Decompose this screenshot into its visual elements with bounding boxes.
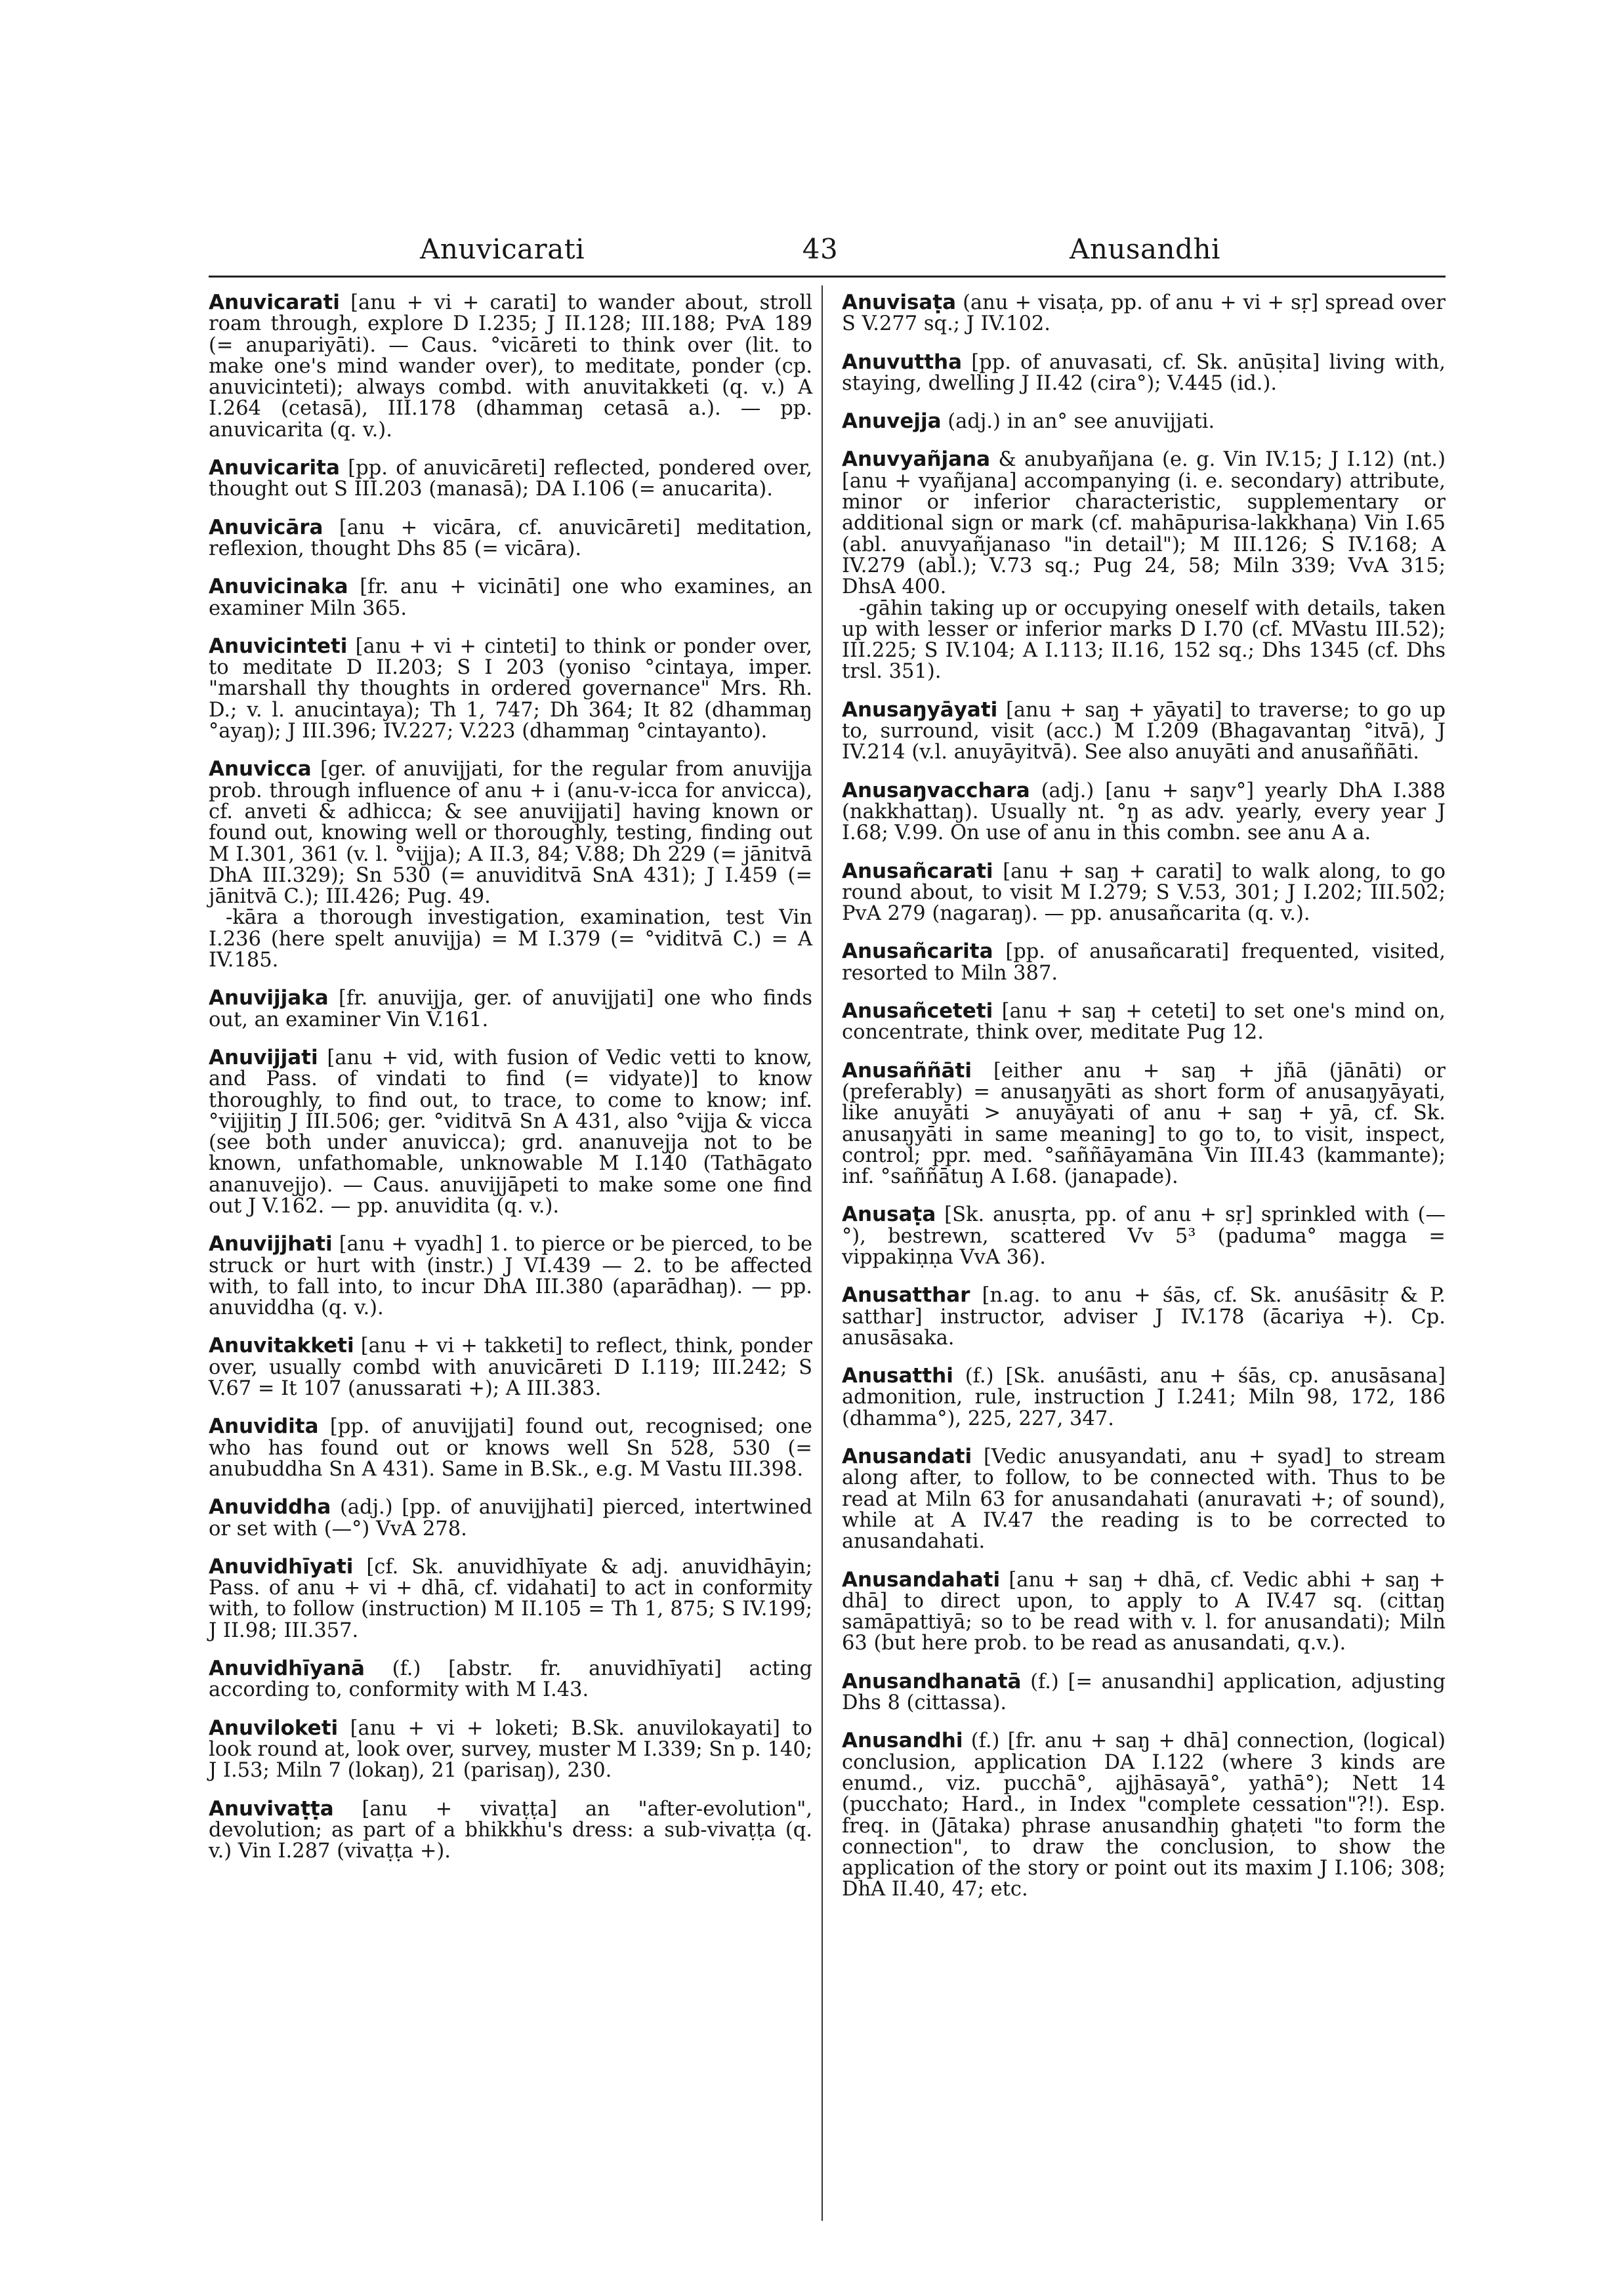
entry-headword: Anuvidita <box>209 1415 319 1439</box>
entry-headword: Anusandahati <box>842 1567 1001 1592</box>
entry-headword: Anusañcarati <box>842 859 993 883</box>
dictionary-entry <box>209 1556 812 1642</box>
entry-text: [anu + vi + takketi] to reflect, think, ponder over, usually combd with anuvicāreti D I.119; III.242; S V.67 = It 107 (anussarati +); A III.383. <box>209 1334 812 1401</box>
entry-headword: Anuvicca <box>209 757 312 781</box>
entry-text: (f.) [fr. anu + saŋ + dhā] connection, (logical) conclusion, application DA I.122 (where 3 kinds are enumd., viz. pucchā°, ajjhāsayā°, yathā°); Nett 14 (pucchato; Hard., in Index "complete cessation"?!). Esp. freq. in (Jātaka) phrase anusandhiŋ ghaṭeti "to form the connection", to draw the conclusion, to show the application of the story or point out its maxim J I.106; 308; DhA II.40, 47; etc. <box>842 1729 1446 1901</box>
entry-headword: Anuvijjhati <box>209 1232 333 1256</box>
entry-text: [Sk. anusṛta, pp. of anu + sṛ] sprinkled with (—°), bestrewn, scattered Vv 5³ (paduma° magga = vippakiṇṇa VvA 36). <box>842 1203 1446 1269</box>
dictionary-entry <box>209 1718 812 1782</box>
entry-headword: Anuvijjaka <box>209 986 329 1010</box>
entry-headword: Anuvitakketi <box>209 1334 354 1358</box>
entry-text: [pp. of anuvasati, cf. Sk. anūṣita] living with, staying, dwelling J II.42 (cira°); V.445 (id.). <box>842 350 1446 395</box>
dictionary-entry <box>842 411 1446 432</box>
entry-headword: Anuvisaṭa <box>842 291 957 314</box>
entry-text: [anu + saŋ + ceteti] to set one's mind on, concentrate, think over, meditate Pug 12. <box>842 1000 1446 1044</box>
entry-headword: Anusandhanatā <box>842 1669 1022 1693</box>
entry-text: [anu + vyadh] 1. to pierce or be pierced, to be struck or hurt with (instr.) J VI.439 — 2. to be affected with, to fall into, to incur DhA III.380 (aparādhaŋ). — pp. anuviddha (q. v.). <box>209 1233 812 1320</box>
entry-text: [anu + vi + loketi; B.Sk. anuvilokayati] to look round at, look over, survey, muster M I.339; Sn p. 140; J I.53; Miln 7 (lokaŋ), 21 (parisaŋ), 230. <box>209 1716 812 1783</box>
entry-headword: Anuvicinteti <box>209 634 348 658</box>
dictionary-entry <box>842 292 1446 335</box>
dictionary-entry <box>842 1001 1446 1044</box>
entry-headword: Anuvejja <box>842 409 942 434</box>
entry-text: [cf. Sk. anuvidhīyate & adj. anuvidhāyin; Pass. of anu + vi + dhā, cf. vidahati] to act in conformity with, to follow (instruction) M II.105 = Th 1, 875; S IV.199; J II.98; III.357. <box>209 1555 812 1642</box>
entry-headword: Anuviddha <box>209 1495 331 1520</box>
entry-headword: Anuvivaṭṭa <box>209 1796 334 1821</box>
entry-text: (adj.) in an° see anuvijjati. <box>941 410 1215 434</box>
dictionary-entry <box>842 1730 1446 1900</box>
entry-text: (adj.) [anu + saŋv°] yearly DhA I.388 (nakkhattaŋ). Usually nt. °ŋ as adv. yearly, every year J I.68; V.99. On use of anu in this combn. see anu A a. <box>842 779 1446 845</box>
dictionary-entry <box>842 699 1446 764</box>
dictionary-entry <box>209 1335 812 1399</box>
dictionary-entry <box>209 457 812 501</box>
entry-text: [Vedic anusyandati, anu + syad] to stream along after, to follow, to be connected with. Thus to be read at Miln 63 for anusandahati (anuravati +; of sound), while at A IV.47 the reading is to be corrected to anusandahati. <box>842 1445 1446 1554</box>
dictionary-entry <box>209 576 812 619</box>
entry-text: [n.ag. to anu + śās, cf. Sk. anuśāsitṛ & P. satthar] instructor, adviser J IV.178 (ācariya +). Cp. anusāsaka. <box>842 1284 1446 1350</box>
entry-text: [pp. of anusañcarati] frequented, visited, resorted to Miln 387. <box>842 940 1446 985</box>
entry-text: [fr. anuvijja, ger. of anuvijjati] one who finds out, an examiner Vin V.161. <box>209 987 812 1031</box>
entry-headword: Anuvicarati <box>209 291 340 314</box>
entry-text: [anu + vicāra, cf. anuvicāreti] meditation, reflexion, thought Dhs 85 (= vicāra). <box>209 516 812 560</box>
entry-headword: Anusatthar <box>842 1283 970 1308</box>
dictionary-entry <box>842 1285 1446 1349</box>
entry-text: (f.) [= anusandhi] application, adjusting Dhs 8 (cittassa). <box>842 1670 1446 1715</box>
running-head-left: Anuvicarati <box>420 233 585 265</box>
entry-headword: Anuvicāra <box>209 515 323 539</box>
entry-text: [anu + saŋ + dhā, cf. Vedic abhi + saŋ + dhā] to direct upon, to apply to A IV.47 sq. (cittaŋ samāpattiyā; so to be read with v. l. for anusandati); Miln 63 (but here prob. to be read as anusandati, q.v.). <box>842 1568 1446 1655</box>
entry-headword: Anuvidhīyati <box>209 1554 354 1579</box>
entry-text: [fr. anu + vicināti] one who examines, an examiner Miln 365. <box>209 575 812 620</box>
dictionary-entry <box>209 1416 812 1480</box>
entry-text: [pp. of anuvicāreti] reflected, pondered over, thought out S III.203 (manasā); DA I.106 (= anucarita). <box>209 457 812 501</box>
entry-headword: Anuvicinaka <box>209 575 348 599</box>
entry-headword: Anusaṭa <box>842 1203 936 1227</box>
left-column <box>209 292 812 1878</box>
running-head-right: Anusandhi <box>1070 233 1220 265</box>
entry-headword: Anuvuttha <box>842 350 963 374</box>
entry-text: [anu + vi + carati] to wander about, stroll roam through, explore D I.235; J II.128; III.188; PvA 189 (= anupariyāti). — Caus. °vicāreti to think over (lit. to make one's mind wander over), to meditate, ponder (cp. anuvicinteti); always combd. with anuvitakketi (q. v.) A I.264 (cetasā), III.178 (dhammaŋ cetasā a.). — pp. anuvicarita (q. v.). <box>209 291 812 442</box>
entry-headword: Anusaŋyāyati <box>842 697 998 722</box>
dictionary-entry <box>209 1233 812 1319</box>
entry-headword: Anusaŋvacchara <box>842 778 1030 802</box>
entry-text: [pp. of anuvijjati] found out, recognised; one who has found out or knows well Sn 528, 530 (= anubuddha Sn A 431). Same in B.Sk., e.g. M Vastu III.398. <box>209 1415 812 1481</box>
dictionary-entry <box>842 1671 1446 1714</box>
entry-text: & anubyañjana (e. g. Vin IV.15; J I.12) (nt.) [anu + vyañjana] accompanying (i. e. secondary) attribute, minor or inferior characteristic, supplementary or additional sign or mark (cf. mahāpurisa-lakkhaṇa) Vin I.65 (abl. anuvyañjanaso "in detail"); M III.126; S IV.168; A IV.279 (abl.); V.73 sq.; Pug 24, 58; Miln 339; VvA 315; DhsA 400. <box>842 448 1446 599</box>
entry-headword: Anuvicarita <box>209 456 340 480</box>
right-column <box>842 292 1446 1917</box>
entry-headword: Anuvidhīyanā <box>209 1657 365 1681</box>
entry-text: [either anu + saŋ + jñā (jānāti) or (preferably) = anusaŋyāti as short form of anusaŋyāyati, like anuyāti > anuyāyati of anu + saŋ + yā, cf. Sk. anusaŋyāti in same meaning] to go to, to visit, inspect, control; ppr. med. °saññāyamāna Vin III.43 (kammante); inf. °saññātuŋ A I.68. (janapade). <box>842 1059 1446 1189</box>
entry-headword: Anusañceteti <box>842 999 993 1023</box>
entry-headword: Anuvyañjana <box>842 447 991 472</box>
entry-text: (f.) [abstr. fr. anuvidhīyati] acting according to, conformity with M I.43. <box>209 1657 812 1702</box>
entry-text: [anu + vivaṭṭa] an "after-evolution", devolution; as part of a bhikkhu's dress: a sub-vivaṭṭa (q. v.) Vin I.287 (vivaṭṭa +). <box>209 1797 812 1863</box>
entry-text: [anu + vi + cinteti] to think or ponder over, to meditate D II.203; S I 203 (yoniso °cintaya, imper. "marshall thy thoughts in ordered governance" Mrs. Rh. D.; v. l. anucintaya); Th 1, 747; Dh 364; It 82 (dhammaŋ °ayaŋ); J III.396; IV.227; V.223 (dhammaŋ °cintayanto). <box>209 634 812 743</box>
entry-subentry: -gāhin taking up or occupying oneself with details, taken up with lesser or inferior marks D I.70 (cf. MVastu III.52); III.225; S IV.104; A I.113; II.16, 152 sq.; Dhs 1345 (cf. Dhs trsl. 351). <box>842 596 1446 684</box>
dictionary-entry <box>842 449 1446 682</box>
dictionary-entry <box>209 292 812 441</box>
entry-text: (adj.) [pp. of anuvijjhati] pierced, intertwined or set with (—°) VvA 278. <box>209 1496 812 1540</box>
dictionary-entry <box>842 1204 1446 1268</box>
entry-headword: Anusatthi <box>842 1364 953 1388</box>
dictionary-entry <box>209 1798 812 1863</box>
dictionary-entry <box>209 758 812 971</box>
dictionary-entry <box>209 1658 812 1701</box>
page-number: 43 <box>802 233 839 265</box>
entry-headword: Anusandati <box>842 1445 972 1469</box>
entry-subentry: -kāra a thorough investigation, examination, test Vin I.236 (here spelt anuvijja) = M I.379 (= °viditvā C.) = A IV.185. <box>209 906 812 972</box>
dictionary-entry <box>842 780 1446 844</box>
entry-text: [anu + saŋ + yāyati] to traverse; to go up to, surround, visit (acc.) M I.209 (Bhagavantaŋ °itvā), J IV.214 (v.l. anuyāyitvā). See also anuyāti and anusaññāti. <box>842 698 1446 764</box>
dictionary-entry <box>842 1569 1446 1655</box>
entry-headword: Anusañcarita <box>842 940 993 964</box>
dictionary-entry <box>209 1497 812 1540</box>
column-divider <box>822 285 823 2221</box>
entry-text: (f.) [Sk. anuśāsti, anu + śās, cp. anusāsana] admonition, rule, instruction J I.241; Miln 98, 172, 186 (dhamma°), 225, 227, 347. <box>842 1365 1446 1430</box>
entry-headword: Anusaññāti <box>842 1058 972 1083</box>
dictionary-entry <box>842 1060 1446 1188</box>
dictionary-entry <box>209 636 812 742</box>
dictionary-entry <box>842 1365 1446 1430</box>
entry-headword: Anuvijjati <box>209 1045 318 1069</box>
dictionary-entry <box>842 1446 1446 1552</box>
entry-headword: Anusandhi <box>842 1729 963 1753</box>
dictionary-entry <box>209 517 812 560</box>
entry-text: [anu + saŋ + carati] to walk along, to go round about, to visit M I.279; S V.53, 301; J I.202; III.502; PvA 279 (nagaraŋ). — pp. anusañcarita (q. v.). <box>842 859 1446 926</box>
dictionary-entry <box>842 941 1446 984</box>
dictionary-entry <box>842 861 1446 925</box>
header-rule <box>209 276 1446 278</box>
dictionary-entry <box>209 1047 812 1217</box>
entry-text: (anu + visaṭa, pp. of anu + vi + sṛ] spread over S V.277 sq.; J IV.102. <box>842 291 1446 336</box>
dictionary-entry <box>842 352 1446 395</box>
entry-text: [ger. of anuvijjati, for the regular from anuvijja prob. through influence of anu + i (anu-v-icca for anvicca), cf. anveti & adhicca; & see anuvijjati] having known or found out, knowing well or thoroughly, testing, finding out M I.301, 361 (v. l. °vijja); A II.3, 84; V.88; Dh 229 (= jānitvā DhA III.329); Sn 530 (= anuviditvā SnA 431); J I.459 (= jānitvā C.); III.426; Pug. 49. <box>209 758 812 909</box>
entry-text: [anu + vid, with fusion of Vedic vetti to know, and Pass. of vindati to find (= vidyate)] to know thoroughly, to find out, to trace, to come to know; inf. °vijjitiŋ J III.506; ger. °viditvā Sn A 431, also °vijja & vicca (see both under anuvicca); grd. ananuvejja not to be known, unfathomable, unknowable M I.140 (Tathāgato ananuvejjo). — Caus. anuvijjāpeti to make some one find out J V.162. — pp. anuvidita (q. v.). <box>209 1046 812 1218</box>
dictionary-entry <box>209 987 812 1031</box>
entry-headword: Anuviloketi <box>209 1716 339 1740</box>
